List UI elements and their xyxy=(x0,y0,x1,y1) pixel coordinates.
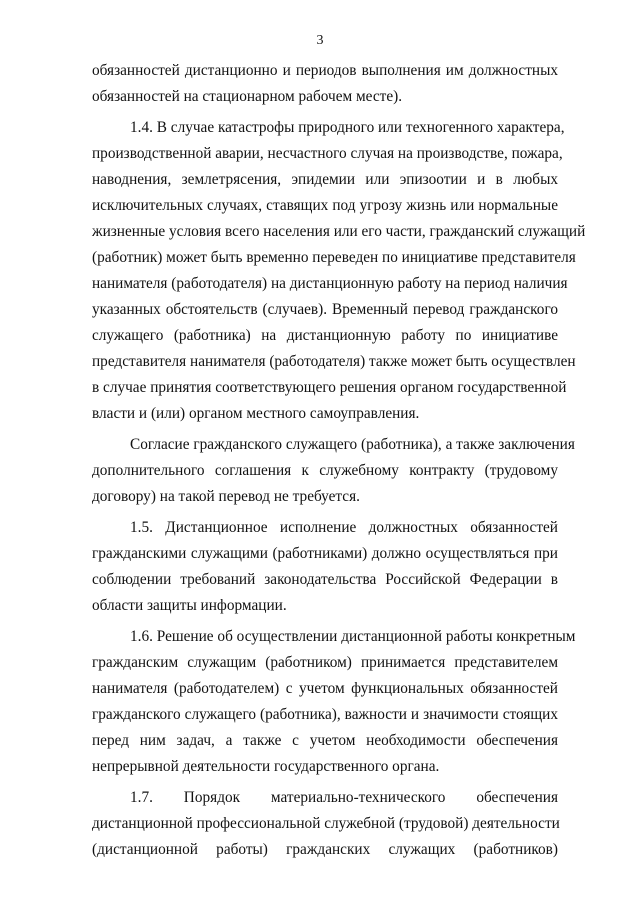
text-line: (дистанционной работы) гражданских служащих (работников) xyxy=(92,841,558,858)
text-line: производственной аварии, несчастного случая на производстве, пожара, xyxy=(92,145,563,162)
text-line: соблюдении требований законодательства Российской Федерации в xyxy=(92,571,558,588)
text-line: гражданскими служащими (работниками) должно осуществляться при xyxy=(92,545,558,562)
text-line: 1.5. Дистанционное исполнение должностных обязанностей xyxy=(130,519,558,536)
text-line: 1.6. Решение об осуществлении дистанционной работы конкретным xyxy=(130,628,576,645)
text-line: наводнения, землетрясения, эпидемии или эпизоотии и в любых xyxy=(92,171,558,188)
text-line: обязанностей дистанционно и периодов выполнения им должностных xyxy=(92,62,558,79)
text-line: в случае принятия соответствующего решения органом государственной xyxy=(92,379,567,396)
text-line: представителя нанимателя (работодателя) также может быть осуществлен xyxy=(92,353,576,370)
text-line: 1.4. В случае катастрофы природного или техногенного характера, xyxy=(130,119,565,136)
text-line: гражданского служащего (работника), важности и значимости стоящих xyxy=(92,706,558,723)
text-line: обязанностей на стационарном рабочем месте). xyxy=(92,88,403,105)
text-line: дополнительного соглашения к служебному контракту (трудовому xyxy=(92,462,558,479)
text-line: договору) на такой перевод не требуется. xyxy=(92,488,360,505)
page-number: 3 xyxy=(316,33,324,48)
text-line: (работник) может быть временно переведен по инициативе представителя xyxy=(92,249,576,266)
text-line: области защиты информации. xyxy=(92,597,287,614)
text-line: жизненные условия всего населения или его части, гражданский служащий xyxy=(92,223,586,240)
text-line: исключительных случаях, ставящих под угрозу жизнь или нормальные xyxy=(92,197,558,214)
text-line: власти и (или) органом местного самоуправления. xyxy=(92,405,420,422)
text-line: Согласие гражданского служащего (работника), а также заключения xyxy=(130,436,575,453)
text-line: служащего (работника) на дистанционную работу по инициативе xyxy=(92,327,558,344)
text-line: дистанционной профессиональной служебной (трудовой) деятельности xyxy=(92,815,560,832)
text-line: 1.7. Порядок материально-технического обеспечения xyxy=(130,789,558,806)
text-line: гражданским служащим (работником) принимается представителем xyxy=(92,654,558,671)
text-line: нанимателя (работодателем) с учетом функциональных обязанностей xyxy=(92,680,558,697)
text-line: перед ним задач, а также с учетом необходимости обеспечения xyxy=(92,732,558,749)
text-line: нанимателя (работодателя) на дистанционную работу на период наличия xyxy=(92,275,568,292)
text-line: непрерывной деятельности государственного органа. xyxy=(92,758,440,775)
text-line: указанных обстоятельств (случаев). Временный перевод гражданского xyxy=(92,301,558,318)
